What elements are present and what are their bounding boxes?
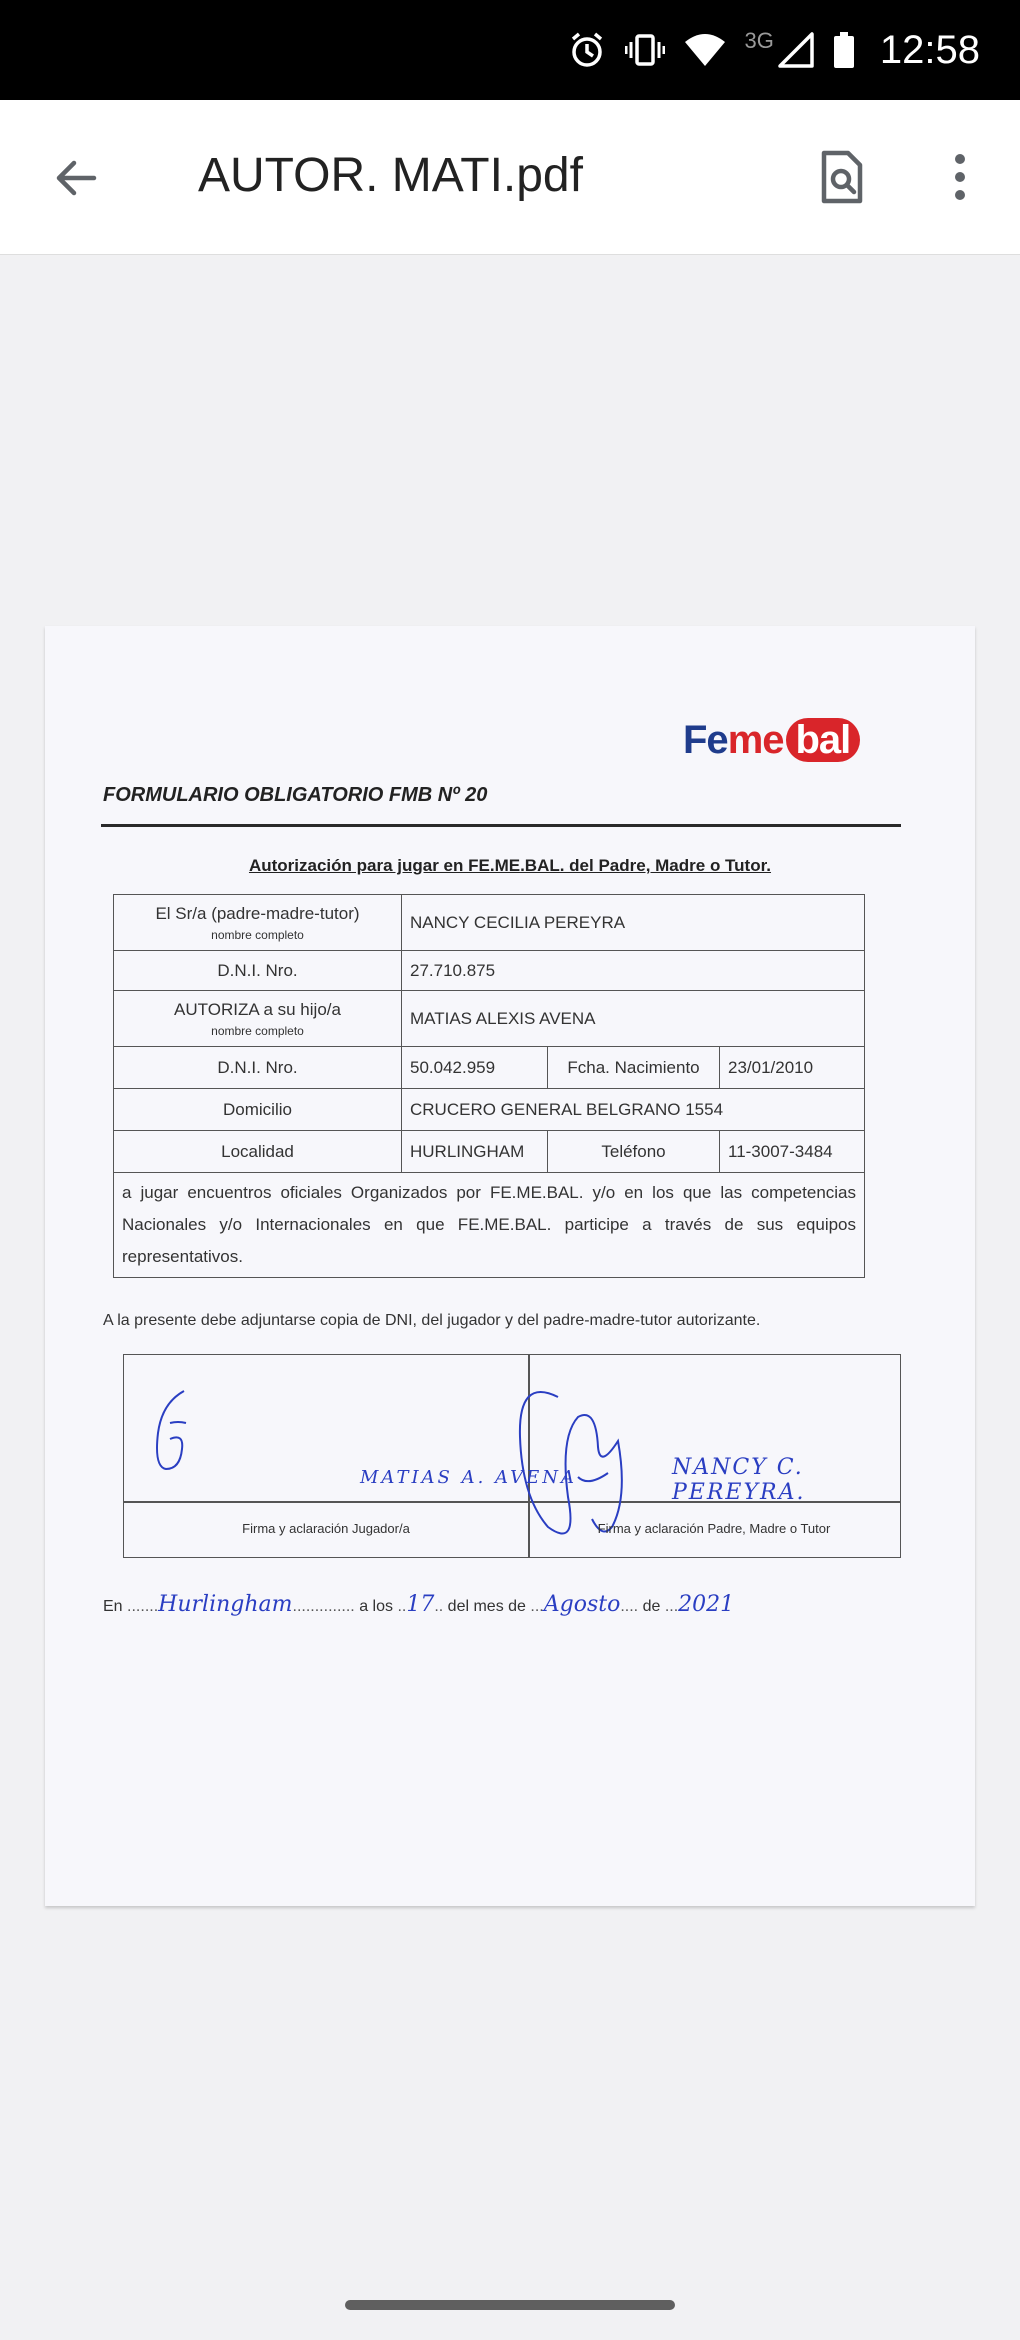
child-dni-label: D.N.I. Nro. [114,1047,402,1089]
app-bar [0,100,1020,255]
battery-icon [832,30,856,70]
child-name: MATIAS ALEXIS AVENA [402,991,865,1047]
back-arrow-icon [52,154,100,202]
guardian-dni: 27.710.875 [402,951,865,991]
network-type-label: 3G [744,28,774,53]
day-handwritten: 17 [406,1592,435,1617]
guardian-name-handwritten: NANCY C. PEREYRA. [672,1455,806,1505]
player-signature [144,1383,204,1483]
guardian-signature-caption: Firma y aclaración Padre, Madre o Tutor [597,1521,831,1536]
guardian-name: NANCY CECILIA PEREYRA [402,895,865,951]
city: HURLINGHAM [402,1131,548,1173]
table-row [114,951,865,991]
phone-label: Teléfono [548,1131,720,1173]
table-row [114,991,865,1047]
find-in-page-button[interactable] [810,145,874,209]
status-bar [0,0,1020,100]
clock: 12:58 [879,27,980,72]
address-label: Domicilio [114,1089,402,1131]
table-row [114,1047,865,1089]
place-date-line: En .......Hurlingham.............. a los ..17.. del mes de ...Agosto.... de ...2021 [103,1592,735,1617]
player-signature-caption: Firma y aclaración Jugador/a [242,1521,410,1536]
femebal-logo: Feme bal [683,718,860,763]
child-label-cell: AUTORIZA a su hijo/a nombre completo [114,991,402,1047]
year-handwritten: 2021 [678,1592,735,1617]
table-row [114,1131,865,1173]
title-divider [101,824,901,827]
attachment-note: A la presente debe adjuntarse copia de DNI, del jugador y del padre-madre-tutor autorizante. [103,1312,761,1329]
document-title: AUTOR. MATI.pdf [198,149,583,202]
back-button[interactable] [44,146,108,210]
authorization-paragraph: a jugar encuentros oficiales Organizados por FE.ME.BAL. y/o en los que las competencias Nacionales y/o Internacionales en que FE.ME.BAL. participe a través de sus equipos representativos. [114,1173,865,1278]
alarm-icon [567,30,607,70]
player-name-handwritten: MATIAS A. AVENA [360,1467,578,1488]
birth-date-label: Fcha. Nacimiento [548,1047,720,1089]
place-handwritten: Hurlingham [158,1592,293,1617]
wifi-icon [683,30,727,70]
authorization-table [113,894,865,1278]
signature-box [123,1354,901,1558]
table-row [114,1173,865,1278]
child-dni: 50.042.959 [402,1047,548,1089]
month-handwritten: Agosto [543,1592,621,1617]
form-title: FORMULARIO OBLIGATORIO FMB Nº 20 [103,784,488,806]
address: CRUCERO GENERAL BELGRANO 1554 [402,1089,865,1131]
city-label: Localidad [114,1131,402,1173]
guardian-label-cell: El Sr/a (padre-madre-tutor) nombre completo [114,895,402,951]
birth-date: 23/01/2010 [720,1047,865,1089]
signal-icon [778,30,814,70]
more-vert-icon [952,153,968,201]
form-subtitle: Autorización para jugar en FE.ME.BAL. del Padre, Madre o Tutor. [248,856,772,875]
gesture-navigation-bar[interactable] [345,2300,675,2310]
table-row [114,895,865,951]
table-row [114,1089,865,1131]
pdf-page[interactable] [45,626,975,1906]
guardian-dni-label: D.N.I. Nro. [114,951,402,991]
find-in-page-icon [818,149,866,205]
more-options-button[interactable] [928,145,992,209]
vibrate-icon [625,30,665,70]
phone: 11-3007-3484 [720,1131,865,1173]
